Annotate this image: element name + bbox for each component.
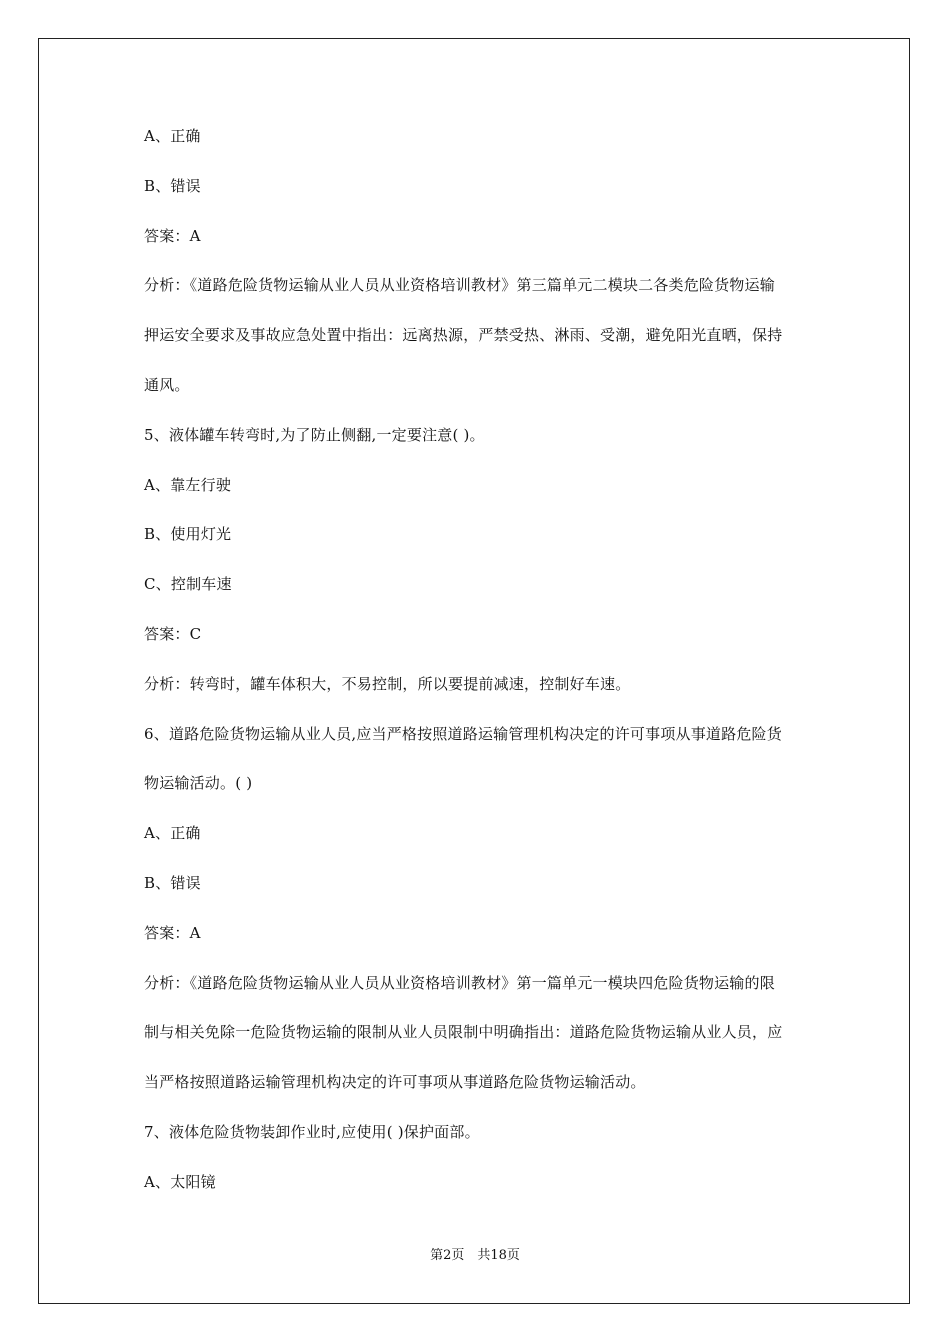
analysis-line: 制与相关免除一危险货物运输的限制从业人员限制中明确指出：道路危险货物运输从业人员，应 [144,1023,783,1042]
option-a: A、靠左行驶 [144,475,232,494]
analysis-line: 当严格按照道路运输管理机构决定的许可事项从事道路危险货物运输活动。 [144,1073,646,1092]
analysis-line: 通风。 [144,375,190,394]
question-6-cont: 物运输活动。( ) [144,774,253,793]
option-c: C、控制车速 [144,575,232,594]
page-content [144,124,816,1194]
question-7: 7、液体危险货物装卸作业时,应使用( )保护面部。 [144,1122,480,1141]
option-b-wrong: B、错误 [144,176,201,195]
answer-line: 答案：A [144,923,201,942]
analysis-line: 分析：《道路危险货物运输从业人员从业资格培训教材》第一篇单元一模块四危险货物运输的限 [144,973,775,992]
question-5: 5、液体罐车转弯时,为了防止侧翻,一定要注意( )。 [144,425,485,444]
option-a: A、太阳镜 [144,1172,216,1191]
option-a-correct: A、正确 [144,824,201,843]
analysis-line: 押运安全要求及事故应急处置中指出：远离热源，严禁受热、淋雨、受潮，避免阳光直晒，保持 [144,326,783,345]
answer-line: 答案：C [144,624,202,643]
analysis-line: 分析：《道路危险货物运输从业人员从业资格培训教材》第三篇单元二模块二各类危险货物运输 [144,276,775,295]
option-b-wrong: B、错误 [144,873,201,892]
analysis-line: 分析：转弯时，罐车体积大，不易控制，所以要提前减速，控制好车速。 [144,674,631,693]
page-footer: 第2页 共18页 [430,1248,520,1263]
question-6: 6、道路危险货物运输从业人员,应当严格按照道路运输管理机构决定的许可事项从事道路危险货 [144,724,782,743]
option-b: B、使用灯光 [144,525,232,544]
answer-line: 答案：A [144,226,201,245]
option-a-correct: A、正确 [144,127,201,145]
